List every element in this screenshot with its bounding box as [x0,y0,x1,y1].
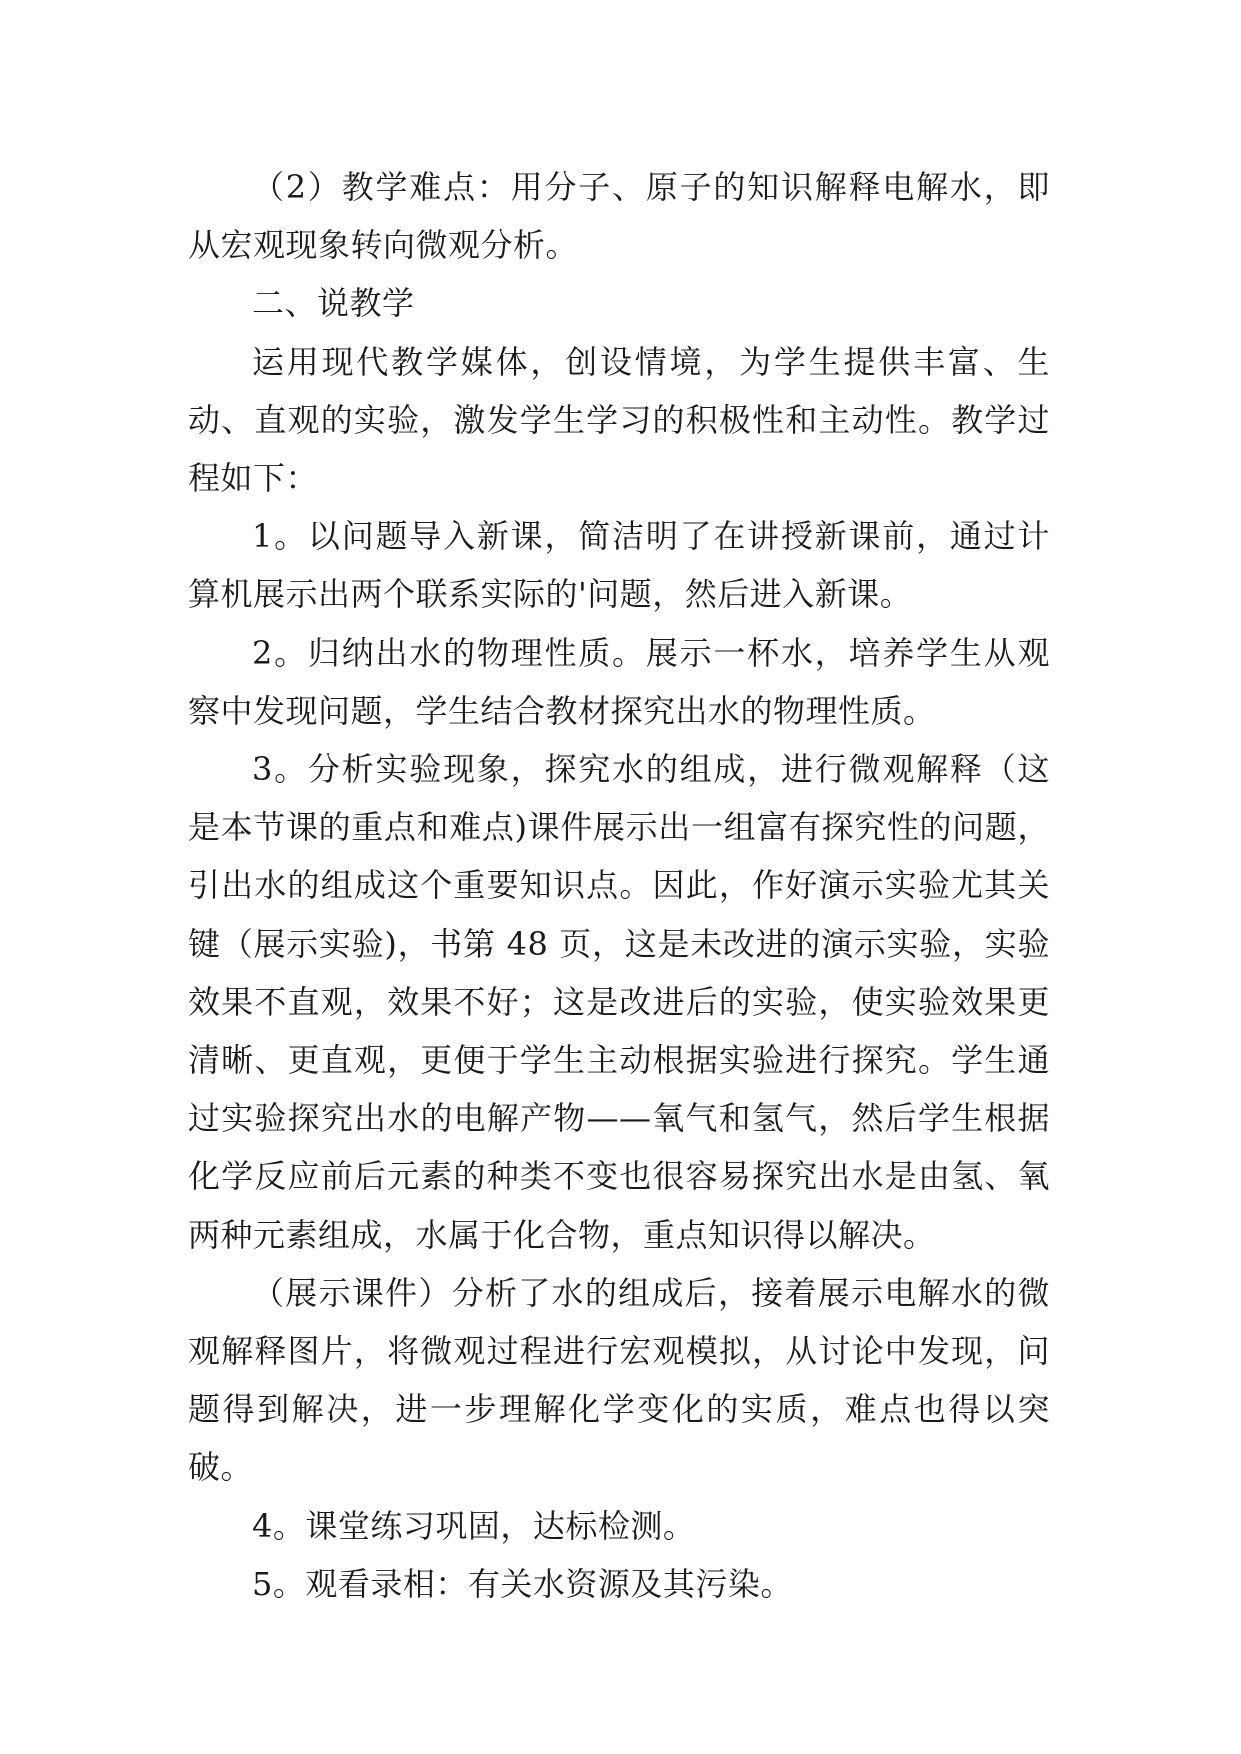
paragraph-step-3: 3。分析实验现象，探究水的组成，进行微观解释（这是本节课的重点和难点)课件展示出一组富有探究性的问题，引出水的组成这个重要知识点。因此，作好演示实验尤其关键（展示实验)，书第 48 页，这是未改进的演示实验，实验效果不直观，效果不好；这是改进后的实验，使实验效果更清晰、更直观，更便于学生主动根据实验进行探究。学生通过实验探究出水的电解产物——氧气和氢气，然后学生根据化学反应前后元素的种类不变也很容易探究出水是由氢、氧两种元素组成，水属于化合物，重点知识得以解决。 [188,750,1050,1254]
document-body [188,158,1050,1613]
paragraph-teaching-difficulty: （2）教学难点：用分子、原子的知识解释电解水，即从宏观现象转向微观分析。 [188,168,1050,265]
paragraph-step-4: 4。课堂练习巩固，达标检测。 [252,1506,696,1545]
paragraph-step-2: 2。归纳出水的物理性质。展示一杯水，培养学生从观察中发现问题，学生结合教材探究出水的物理性质。 [188,633,1050,730]
paragraph-teaching-media: 运用现代教学媒体，创设情境，为学生提供丰富、生动、直观的实验，激发学生学习的积极性和主动性。教学过程如下： [188,342,1050,498]
paragraph-courseware: （展示课件）分析了水的组成后，接着展示电解水的微观解释图片，将微观过程进行宏观模拟，从讨论中发现，问题得到解决，进一步理解化学变化的实质，难点也得以突破。 [188,1273,1050,1487]
paragraph-step-1: 1。以问题导入新课，简洁明了在讲授新课前，通过计算机展示出两个联系实际的'问题，然后进入新课。 [188,517,1050,614]
paragraph-step-5: 5。观看录相：有关水资源及其污染。 [252,1564,793,1603]
section-heading-teaching: 二、说教学 [252,284,415,323]
